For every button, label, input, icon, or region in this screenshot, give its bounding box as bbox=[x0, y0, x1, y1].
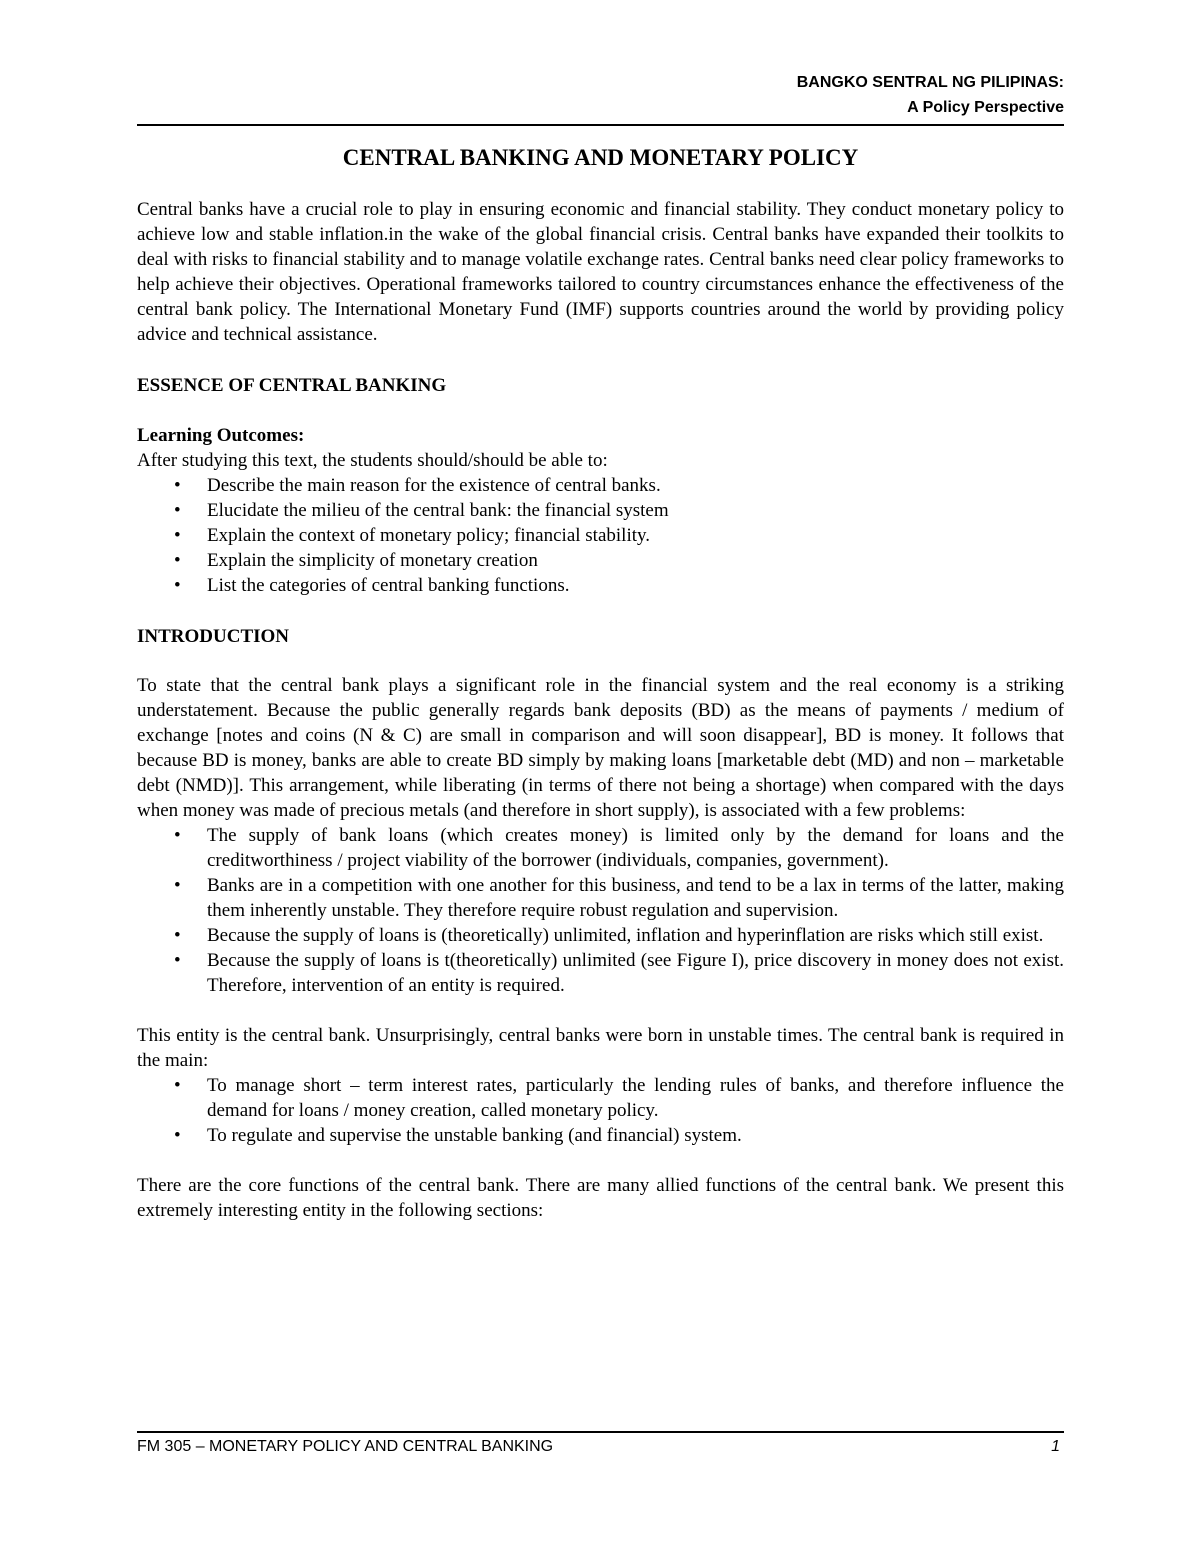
list-item: • Explain the context of monetary policy; financial stability. bbox=[174, 525, 651, 546]
list-item: • The supply of bank loans (which creates money) is limited only by the demand for loans and the creditworthiness / project viability of the borrower (individuals, companies, government). bbox=[174, 825, 1064, 871]
bullet-icon: • bbox=[174, 875, 181, 896]
bullet-icon: • bbox=[174, 575, 181, 596]
document-page bbox=[137, 0, 1064, 1553]
problems-list bbox=[137, 823, 1064, 998]
list-item: • Elucidate the milieu of the central bank: the financial system bbox=[174, 500, 669, 521]
learning-outcomes-list bbox=[137, 473, 1064, 598]
header-institution: BANGKO SENTRAL NG PILIPINAS: bbox=[796, 74, 1064, 91]
central-bank-roles-list bbox=[137, 1073, 1064, 1148]
bullet-icon: • bbox=[174, 925, 181, 946]
bullet-icon: • bbox=[174, 1075, 181, 1096]
bullet-icon: • bbox=[174, 475, 181, 496]
bullet-icon: • bbox=[174, 825, 181, 846]
bullet-icon: • bbox=[174, 550, 181, 571]
core-functions-paragraph: There are the core functions of the central bank. There are many allied functions of the central bank. We present this extremely interesting entity in the following sections: bbox=[137, 1175, 1064, 1221]
bullet-icon: • bbox=[174, 950, 181, 971]
list-item: • Because the supply of loans is (theoretically) unlimited, inflation and hyperinflation are risks which still exist. bbox=[174, 925, 1044, 946]
bullet-icon: • bbox=[174, 500, 181, 521]
introduction-heading: INTRODUCTION bbox=[137, 626, 290, 647]
list-item: • Because the supply of loans is t(theoretically) unlimited (see Figure I), price discovery in money does not exist. Therefore, intervention of an entity is required. bbox=[174, 950, 1064, 996]
essence-heading: ESSENCE OF CENTRAL BANKING bbox=[137, 375, 447, 396]
footer-course-title: FM 305 – MONETARY POLICY AND CENTRAL BANKING bbox=[137, 1438, 554, 1455]
learning-outcomes-lead: After studying this text, the students should/should be able to: bbox=[137, 450, 608, 471]
list-item: • To regulate and supervise the unstable banking (and financial) system. bbox=[174, 1125, 742, 1146]
bullet-icon: • bbox=[174, 525, 181, 546]
running-header bbox=[797, 70, 1064, 120]
intro-paragraph: Central banks have a crucial role to play in ensuring economic and financial stability. They conduct monetary policy to achieve low and stable inflation.in the wake of the global financial crisis. Central banks have expanded their toolkits to deal with risks to financial stability and to manage volatile exchange rates. Central banks need clear policy frameworks to help achieve their objectives. Operational frameworks tailored to country circumstances enhance the effectiveness of the central bank policy. The International Monetary Fund (IMF) supports countries around the world by providing policy advice and technical assistance. bbox=[137, 199, 1064, 345]
introduction-paragraph: To state that the central bank plays a significant role in the financial system and the real economy is a striking understatement. Because the public generally regards bank deposits (BD) as the means of payments / medium of exchange [notes and coins (N & C) are small in comparison and will soon disappear], BD is money. It follows that because BD is money, banks are able to create BD simply by making loans [marketable debt (MD) and non – marketable debt (NMD)]. This arrangement, while liberating (in terms of there not being a shortage) when compared with the days when money was made of precious metals (and therefore in short supply), is associated with a few problems: bbox=[137, 675, 1064, 821]
entity-paragraph: This entity is the central bank. Unsurprisingly, central banks were born in unstable times. The central bank is required in the main: bbox=[137, 1025, 1064, 1071]
page-title: CENTRAL BANKING AND MONETARY POLICY bbox=[342, 145, 859, 170]
page-number: 1 bbox=[1051, 1438, 1060, 1455]
footer-divider bbox=[137, 1431, 1064, 1433]
list-item: • Explain the simplicity of monetary creation bbox=[174, 550, 538, 571]
list-item: • Describe the main reason for the existence of central banks. bbox=[174, 475, 661, 496]
bullet-icon: • bbox=[174, 1125, 181, 1146]
list-item: • To manage short – term interest rates, particularly the lending rules of banks, and therefore influence the demand for loans / money creation, called monetary policy. bbox=[174, 1075, 1064, 1121]
learning-outcomes-label: Learning Outcomes: bbox=[137, 425, 305, 446]
header-subtitle: A Policy Perspective bbox=[907, 99, 1064, 116]
page-content bbox=[137, 143, 1064, 1223]
list-item: • Banks are in a competition with one another for this business, and tend to be a lax in terms of the latter, making them inherently unstable. They therefore require robust regulation and supervision. bbox=[174, 875, 1064, 921]
header-divider bbox=[137, 124, 1064, 126]
list-item: • List the categories of central banking functions. bbox=[174, 575, 570, 596]
